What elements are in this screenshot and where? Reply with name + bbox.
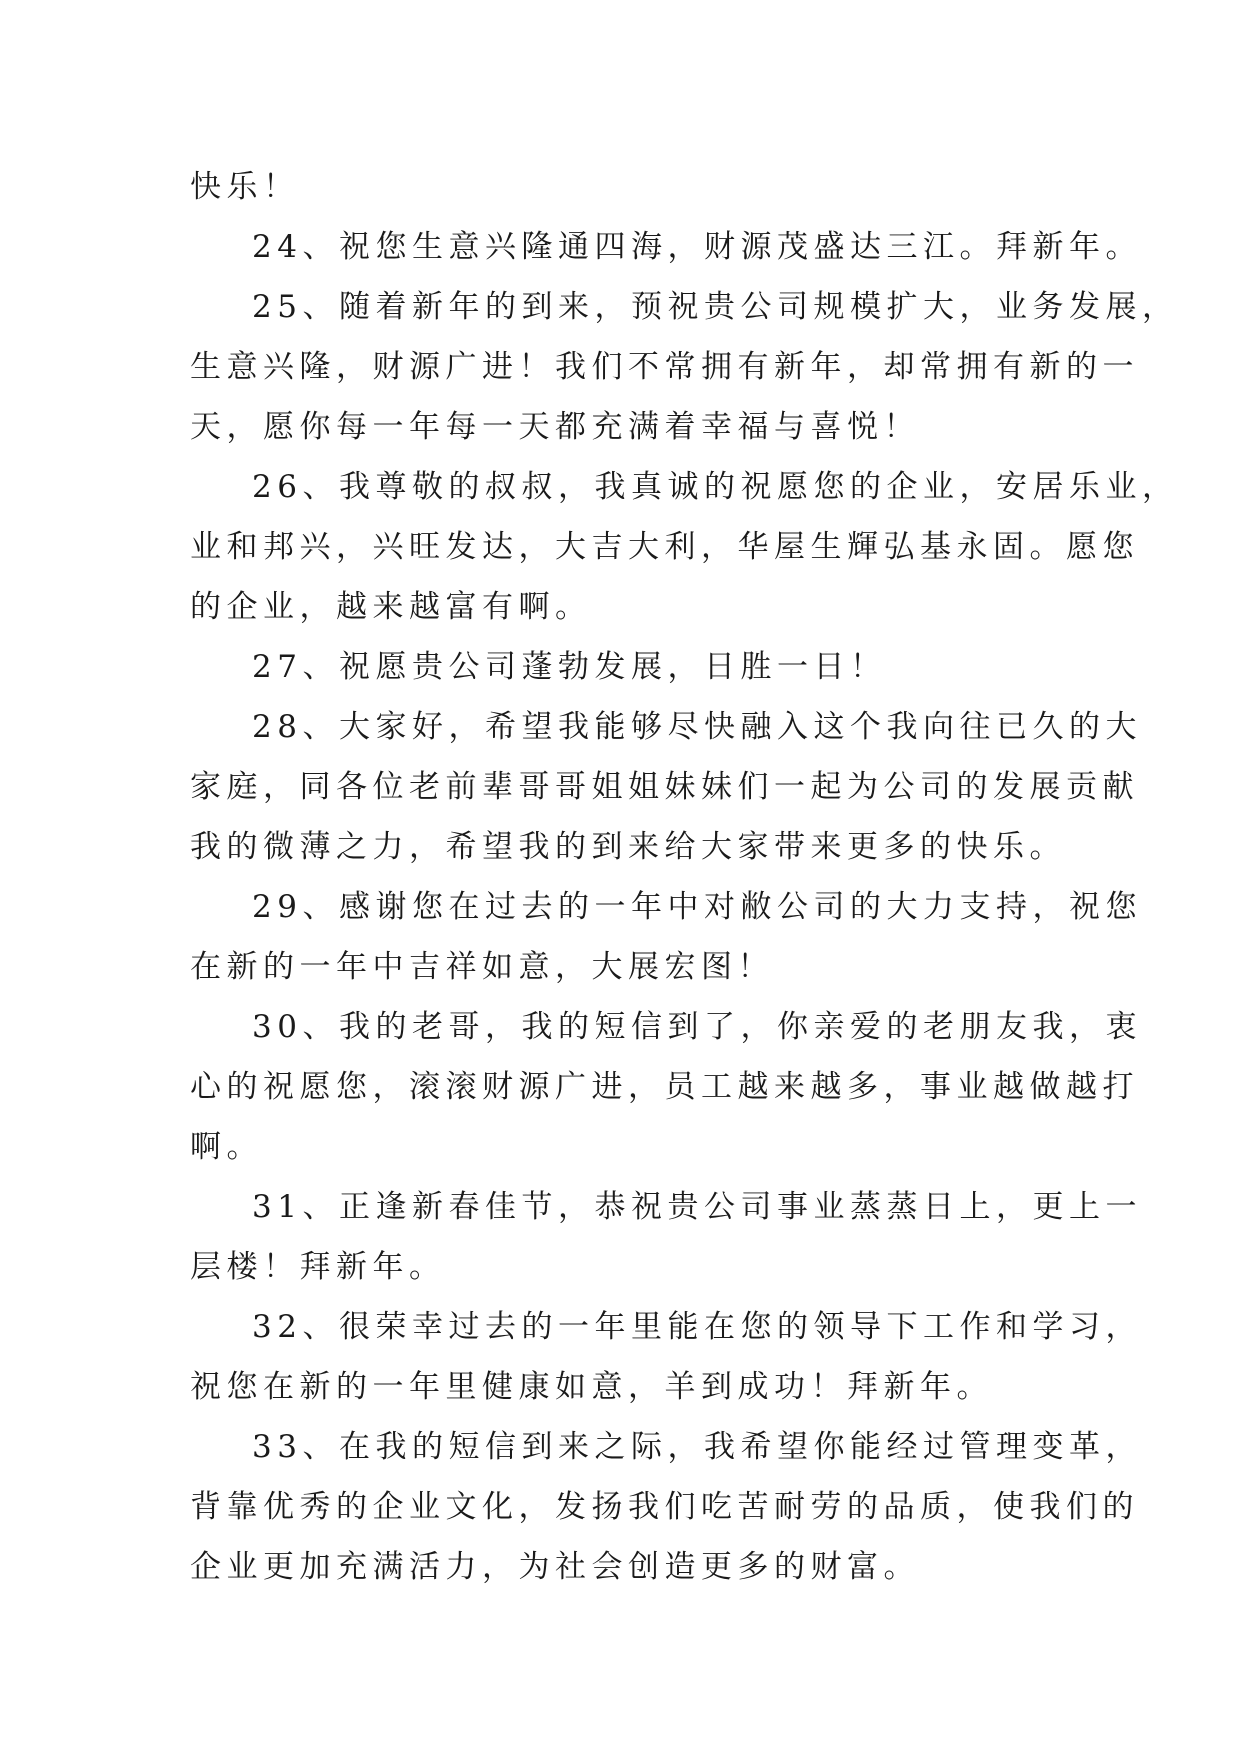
text-line: 在新的一年中吉祥如意，大展宏图！: [190, 949, 774, 985]
wish-26: 26、我尊敬的叔叔，我真诚的祝愿您的企业，安居乐业，: [252, 469, 1179, 505]
wish-24: 24、祝您生意兴隆通四海，财源茂盛达三江。拜新年。: [252, 229, 1142, 265]
wish-33: 33、在我的短信到来之际，我希望你能经过管理变革，: [252, 1429, 1142, 1465]
text-line: 业和邦兴，兴旺发达，大吉大利，华屋生輝弘基永固。愿您: [190, 529, 1139, 565]
wish-29: 29、感谢您在过去的一年中对敝公司的大力支持，祝您: [252, 889, 1142, 925]
text-line: 啊。: [190, 1129, 263, 1165]
text-line: 祝您在新的一年里健康如意，羊到成功！拜新年。: [190, 1369, 993, 1405]
wish-31: 31、正逢新春佳节，恭祝贵公司事业蒸蒸日上，更上一: [252, 1189, 1142, 1225]
document-body: [190, 157, 1179, 1597]
wish-28: 28、大家好，希望我能够尽快融入这个我向往已久的大: [252, 709, 1142, 745]
text-line: 的企业，越来越富有啊。: [190, 589, 592, 625]
wish-32: 32、很荣幸过去的一年里能在您的领导下工作和学习，: [252, 1309, 1142, 1345]
wish-30: 30、我的老哥，我的短信到了，你亲爱的老朋友我，衷: [252, 1009, 1142, 1045]
wish-25: 25、随着新年的到来，预祝贵公司规模扩大，业务发展，: [252, 289, 1179, 325]
text-line: 快乐！: [190, 169, 300, 205]
text-line: 企业更加充满活力，为社会创造更多的财富。: [190, 1549, 920, 1585]
text-line: 天，愿你每一年每一天都充满着幸福与喜悦！: [190, 409, 920, 445]
text-line: 我的微薄之力，希望我的到来给大家带来更多的快乐。: [190, 829, 1066, 865]
text-line: 生意兴隆，财源广进！我们不常拥有新年，却常拥有新的一: [190, 349, 1139, 385]
text-line: 层楼！拜新年。: [190, 1249, 446, 1285]
text-line: 心的祝愿您，滚滚财源广进，员工越来越多，事业越做越打: [190, 1069, 1139, 1105]
wish-27: 27、祝愿贵公司蓬勃发展，日胜一日！: [252, 649, 887, 685]
text-line: 家庭，同各位老前辈哥哥姐姐妹妹们一起为公司的发展贡献: [190, 769, 1139, 805]
text-line: 背靠优秀的企业文化，发扬我们吃苦耐劳的品质，使我们的: [190, 1489, 1139, 1525]
